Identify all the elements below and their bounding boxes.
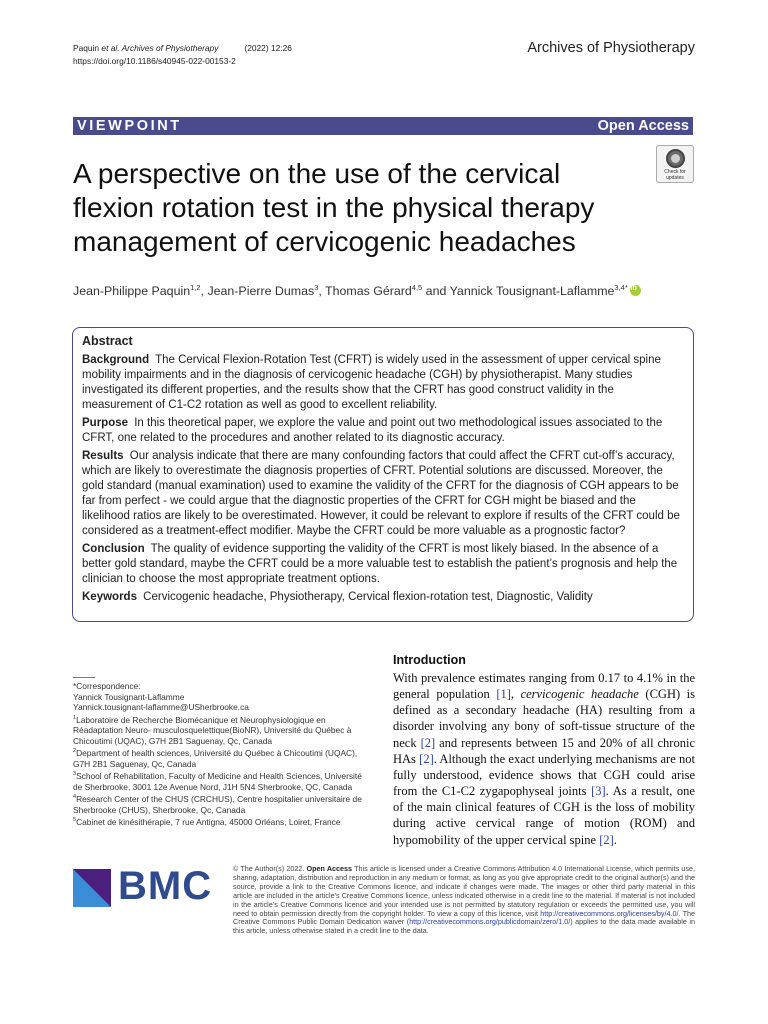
affiliation-number: 3 [73, 771, 77, 778]
author-name[interactable]: Jean-Pierre Dumas [207, 284, 315, 299]
journal-name: Archives of Physiotherapy [527, 40, 695, 56]
affiliation-item [73, 815, 373, 827]
license-statement [233, 865, 695, 936]
author-affiliation: 3,4* [614, 283, 628, 292]
citation-link[interactable]: [3] [591, 784, 606, 799]
license-text: ) applies to the data made available in this article, unless otherwise stated in a credit line to the data. [233, 917, 695, 936]
orcid-icon[interactable] [630, 285, 641, 296]
citation-line [73, 42, 292, 55]
abstract-results [82, 449, 684, 539]
badge-line-2: updates [666, 175, 684, 181]
section-label: Results [82, 450, 124, 462]
intro-text: . As a result, one of the main clinical features of CGH is the loss of mobility during active cervical range of motion (ROM) and hypomobility of the upper cervical spine [393, 784, 695, 847]
running-header [73, 42, 292, 68]
journal-italic: et al. Archives of Physiotherapy [101, 43, 219, 53]
abstract-box [72, 327, 694, 622]
badge-line-1: Check for [664, 169, 686, 175]
section-text: Our analysis indicate that there are many confounding factors that could affect the CFRT cut-off’s accuracy, which are likely to overestimate the diagnosis properties of CFRT. Potential solutions are discussed. Moreover, the gold standard (manual examination) used to examine the validity of the CFRT for the diagnosis of CGH appears to be far from perfect - we could argue that the diagnostic properties of the CFRT for CGH might be biased and the likelihood ratios are likely to be overestimated. However, it could be relevant to explore if results of the CFRT could be considered as a treatment-effect modifier. Maybe the CFRT could be more valuable as a prognostic factor? [82, 450, 680, 537]
correspondence-label: *Correspondence: [73, 681, 141, 691]
introduction-paragraph [393, 670, 695, 848]
abstract-purpose [82, 416, 684, 446]
bmc-logo-triangle-icon [73, 869, 111, 907]
affiliation-number: 4 [73, 794, 77, 801]
affiliation-footnotes [73, 681, 373, 828]
license-text: . The Creative Commons Public Domain Dedication waiver ( [233, 908, 695, 927]
license-link[interactable]: http://creativecommons.org/licenses/by/4.0/ [540, 908, 679, 918]
affiliation-text: School of Rehabilitation, Faculty of Medicine and Health Sciences, Université de Sherbrooke, 3001 12e Avenue Nord, J1H 5N4 Sherbrooke, QC, Canada [73, 771, 362, 792]
section-label: Background [82, 354, 150, 366]
article-type-banner [73, 117, 693, 135]
section-text: The quality of evidence supporting the validity of the CFRT is most likely biased. In the absence of a better gold standard, maybe the CFRT could be a more valuable test to establish the patient’s prognosis and help the clinician to choose the most appropriate treatment options. [82, 543, 678, 585]
footnote-divider [73, 677, 95, 678]
affiliation-text: Laboratoire de Recherche Biomécanique et Neurophysiologique en Réadaptation Neuro- musculosquelettique(BioNR), Université du Québec à Chicoutimi (UQAC), G7H 2B1 Saguenay, Qc, Canada [73, 714, 352, 746]
abstract-conclusion [82, 542, 684, 587]
license-text: This article is licensed under a Creative Commons Attribution 4.0 International License, which permits use, sharing, adaptation, distribution and reproduction in any medium or format, as long as you give appropriate credit to the original author(s) and the source, provide a link to the Creative Commons licence, and indicate if changes were made. The images or other third party material in this article are included in the article’s Creative Commons licence, unless indicated otherwise in a credit line to the material. If material is not included in the article’s Creative Commons licence and your intended use is not permitted by statutory regulation or exceeds the permitted use, you will need to obtain permission directly from the copyright holder. To view a copy of this licence, visit [233, 864, 696, 918]
affiliation-item [73, 713, 373, 747]
section-heading-introduction: Introduction [393, 653, 466, 667]
bmc-logo-text: BMC [118, 864, 213, 908]
open-access-label: Open Access [597, 118, 689, 134]
year-volume: (2022) 12:26 [244, 43, 292, 53]
intro-text: With prevalence estimates ranging from 0.17 to 4.1% in the general population [393, 671, 695, 702]
section-text: The Cervical Flexion-Rotation Test (CFRT) is widely used in the assessment of upper cervical spine mobility impairments and in the diagnosis of cervicogenic headache (CGH) by physiotherapist. Many studies investigated its different properties, and the results show that the CFRT has good construct validity in the measurement of C1-C2 rotation as well as good to excellent reliability. [82, 354, 661, 411]
author-affiliation: 4,5 [411, 283, 423, 292]
intro-text: . Although the exact underlying mechanisms are not fully understood, evidence shows that CGH could arise from the C1-C2 zygapophyseal joints [393, 751, 695, 799]
affiliation-number: 1 [73, 714, 77, 721]
license-text: © The Author(s) 2022. [233, 864, 307, 873]
short-authors: Paquin [73, 43, 102, 53]
author-name[interactable]: Thomas Gérard [325, 284, 412, 299]
intro-text: , [510, 687, 521, 702]
affiliation-text: Department of health sciences, Université du Québec à Chicoutimi (UQAC), G7H 2B1 Saguenay, Qc, Canada [73, 748, 358, 769]
section-label: Purpose [82, 417, 129, 429]
author-separator: and [422, 284, 450, 299]
section-label: Keywords [82, 591, 137, 603]
doi-link[interactable]: https://doi.org/10.1186/s40945-022-00153-2 [73, 56, 236, 66]
license-open-access: Open Access [306, 864, 353, 873]
intro-term: cervicogenic headache [520, 687, 639, 702]
citation-link[interactable]: [1] [496, 687, 511, 702]
affiliation-item [73, 746, 373, 769]
author-name[interactable]: Jean-Philippe Paquin [73, 284, 191, 299]
correspondence-name: Yannick Tousignant-Laflamme [73, 691, 185, 702]
waiver-link[interactable]: http://creativecommons.org/publicdomain/zero/1.0/ [409, 917, 571, 927]
section-label: Conclusion [82, 543, 145, 555]
abstract-heading: Abstract [82, 334, 133, 348]
section-text: In this theoretical paper, we explore the value and point out two methodological issues associated to the CFRT, one related to the procedures and another related to its diagnostic accuracy. [82, 417, 663, 444]
intro-text: . [613, 832, 617, 847]
intro-text: (CGH) is defined as a secondary headache (HA) resulting from a disorder involving any bony of soft-tissue structure of the neck [393, 687, 696, 750]
affiliation-text: Research Center of the CHUS (CRCHUS), Centre hospitalier universitaire de Sherbrooke (CHUS), Sherbrooke, Qc, Canada [73, 794, 362, 815]
article-title: A perspective on the use of the cervical flexion rotation test in the physical therapy management of cervicogenic headaches [73, 158, 595, 257]
abstract-background [82, 353, 684, 413]
section-text: Cervicogenic headache, Physiotherapy, Cervical flexion-rotation test, Diagnostic, Validity [143, 591, 593, 603]
affiliation-number: 5 [73, 817, 77, 824]
correspondence-email[interactable]: Yannick.tousignant-laflamme@USherbrooke.ca [73, 702, 249, 713]
update-icon [666, 149, 685, 168]
citation-link[interactable]: [2] [420, 735, 436, 750]
check-for-updates-label [657, 169, 693, 181]
author-list [73, 283, 641, 298]
intro-text: and represents between 15 and 20% of all chronic HAs [393, 735, 695, 766]
affiliation-item [73, 792, 373, 815]
affiliation-number: 2 [73, 748, 77, 755]
abstract-keywords [82, 590, 684, 605]
bmc-logo [73, 864, 213, 908]
article-type-label: VIEWPOINT [77, 118, 182, 134]
author-affiliation: 3 [314, 283, 319, 292]
affiliation-item [73, 769, 373, 792]
author-name[interactable]: Yannick Tousignant-Laflamme [449, 284, 615, 299]
check-for-updates-button[interactable] [656, 145, 694, 183]
citation-link[interactable]: [2] [599, 832, 614, 847]
author-affiliation: 1,2 [190, 283, 201, 292]
affiliation-text: Cabinet de kinésithérapie, 7 rue Antigna, 45000 Orléans, Loiret, France [76, 817, 341, 828]
citation-link[interactable]: [2] [419, 751, 434, 766]
author-separator: , [318, 284, 326, 299]
author-separator: , [200, 284, 208, 299]
